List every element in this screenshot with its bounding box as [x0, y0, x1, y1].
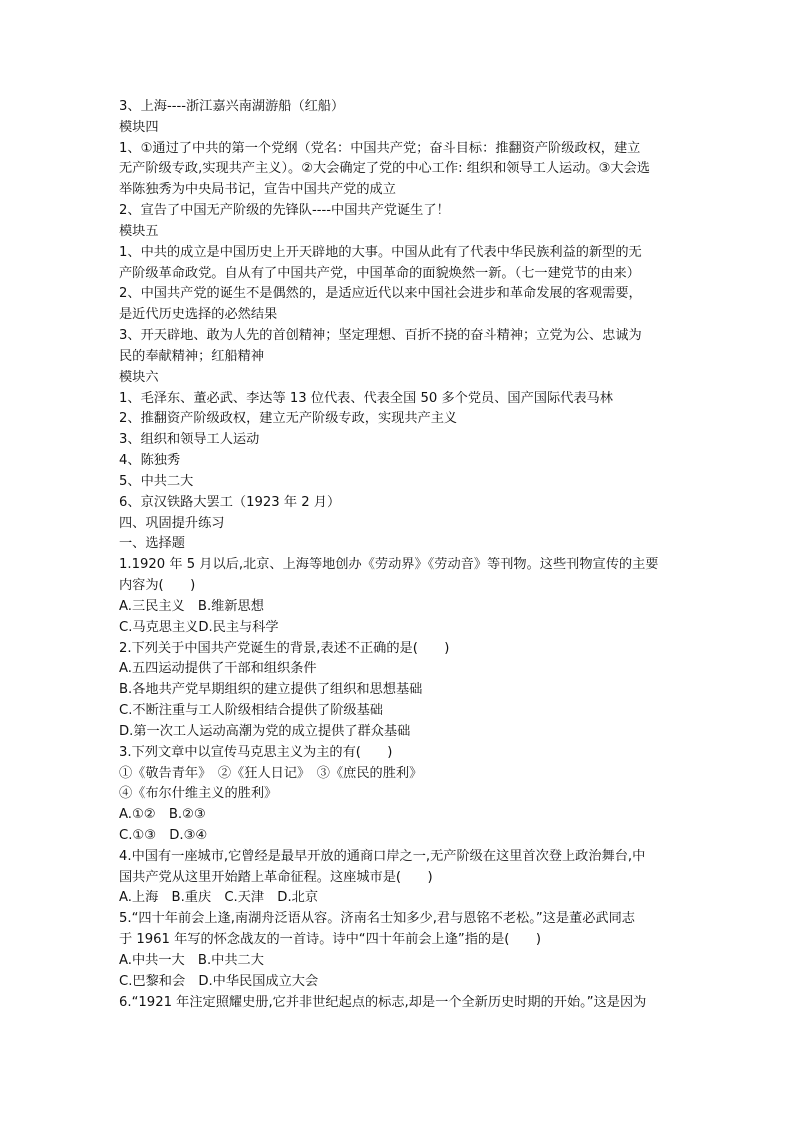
- text-line: 3、组织和领导工人运动: [119, 432, 260, 448]
- text-line: A.中共一大 B.中共二大: [119, 952, 264, 968]
- text-line: 2.下列关于中国共产党诞生的背景,表述不正确的是( ): [119, 640, 450, 656]
- text-line: 5.“四十年前会上逢,南湖舟泛语从容。济南名士知多少,君与恩铭不老松。”这是董必武同志: [119, 911, 635, 927]
- text-line: 6、京汉铁路大罢工（1923 年 2 月）: [119, 494, 341, 510]
- text-line: 举陈独秀为中央局书记，宣告中国共产党的成立: [119, 182, 396, 198]
- text-line: 1、中共的成立是中国历史上开天辟地的大事。中国从此有了代表中华民族利益的新型的无: [119, 244, 642, 260]
- text-line: 4.中国有一座城市,它曾经是最早开放的通商口岸之一,无产阶级在这里首次登上政治舞台,中: [119, 848, 646, 864]
- text-line: 一、选择题: [119, 536, 185, 552]
- text-line: C.巴黎和会 D.中华民国成立大会: [119, 973, 319, 989]
- text-line: D.第一次工人运动高潮为党的成立提供了群众基础: [119, 723, 411, 739]
- text-line: A.五四运动提供了干部和组织条件: [119, 661, 317, 677]
- text-line: 四、巩固提升练习: [119, 515, 225, 531]
- document-body: [119, 97, 679, 1013]
- text-line: A.三民主义 B.维新思想: [119, 598, 264, 614]
- text-line: 2、宣告了中国无产阶级的先锋队----中国共产党诞生了！: [119, 203, 450, 219]
- text-line: C.不断注重与工人阶级相结合提供了阶级基础: [119, 703, 383, 719]
- text-line: 内容为( ): [119, 578, 196, 594]
- text-line: 模块五: [119, 223, 159, 239]
- text-line: 3、开天辟地、敢为人先的首创精神；坚定理想、百折不挠的奋斗精神；立党为公、忠诚为: [119, 328, 642, 344]
- text-line: 是近代历史选择的必然结果: [119, 307, 278, 323]
- text-line: 无产阶级专政,实现共产主义）。②大会确定了党的中心工作: 组织和领导工人运动。③大会选: [119, 161, 650, 177]
- text-line: 1、①通过了中共的第一个党纲（党名：中国共产党；奋斗目标：推翻资产阶级政权，建立: [119, 140, 641, 156]
- text-line: 3.下列文章中以宣传马克思主义为主的有( ): [119, 744, 393, 760]
- text-line: C.①③ D.③④: [119, 827, 208, 843]
- text-line: 3、上海----浙江嘉兴南湖游船（红船）: [119, 99, 345, 114]
- text-line: 模块四: [119, 119, 159, 135]
- text-line: C.马克思主义D.民主与科学: [119, 619, 279, 635]
- text-line: 5、中共二大: [119, 473, 194, 489]
- text-line: 国共产党从这里开始踏上革命征程。这座城市是( ): [119, 869, 433, 885]
- text-line: 1.1920 年 5 月以后,北京、上海等地创办《劳动界》《劳动音》等刊物。这些刊物宣传的主要: [119, 557, 659, 573]
- text-line: ①《敬告青年》 ②《狂人日记》 ③《庶民的胜利》: [119, 765, 423, 781]
- text-line: 1、毛泽东、董必武、李达等 13 位代表、代表全国 50 多个党员、国产国际代表马林: [119, 390, 613, 406]
- text-line: 产阶级革命政党。自从有了中国共产党，中国革命的面貌焕然一新。（七一建党节的由来）: [119, 265, 640, 281]
- text-line: 2、推翻资产阶级政权，建立无产阶级专政，实现共产主义: [119, 411, 458, 427]
- text-line: A.上海 B.重庆 C.天津 D.北京: [119, 890, 319, 906]
- text-line: ④《布尔什维主义的胜利》: [119, 786, 278, 802]
- text-line: 4、陈独秀: [119, 453, 181, 469]
- text-line: 2、中国共产党的诞生不是偶然的，是适应近代以来中国社会进步和革命发展的客观需要，: [119, 286, 642, 302]
- text-line: B.各地共产党早期组织的建立提供了组织和思想基础: [119, 682, 423, 698]
- text-line: 于 1961 年写的怀念战友的一首诗。诗中“四十年前会上逢”指的是( ): [119, 932, 541, 948]
- text-line: A.①② B.②③: [119, 807, 206, 823]
- text-line: 6.“1921 年注定照耀史册,它并非世纪起点的标志,却是一个全新历史时期的开始。”这是因为: [119, 994, 647, 1010]
- text-line: 民的奉献精神；红船精神: [119, 348, 265, 364]
- text-line: 模块六: [119, 369, 159, 385]
